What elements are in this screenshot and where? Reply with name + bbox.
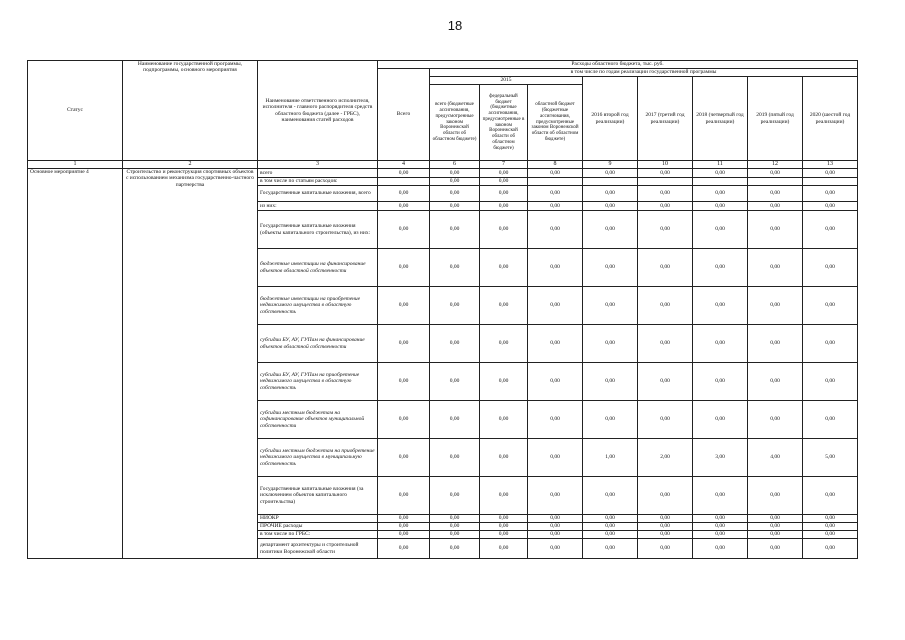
value-cell: 0,00	[693, 523, 748, 531]
header-2015-federal: федеральный бюджет (бюджетные ассигнования, предусмотренные в законом Воронежской области об областном бюджете)	[480, 85, 528, 161]
value-cell: 0,00	[528, 523, 583, 531]
value-cell: 0,00	[638, 523, 693, 531]
value-cell: 0,00	[430, 178, 480, 186]
row-label: Государственные капитальные вложения, всего	[258, 186, 378, 202]
value-cell: 0,00	[693, 186, 748, 202]
row-label: субсидии местным бюджетам на приобретение недвижимого имущества в муниципальную собственность	[258, 439, 378, 477]
value-cell: 1,00	[583, 439, 638, 477]
value-cell: 0,00	[528, 249, 583, 287]
value-cell	[528, 178, 583, 186]
header-2015-total: всего (бюджетные ассигнования, предусмотренные законом Воронежской области об областном бюджете)	[430, 85, 480, 161]
value-cell: 0,00	[803, 515, 858, 523]
row-label: бюджетные инвестиции на приобретение недвижимого имущества в областную собственность	[258, 287, 378, 325]
value-cell: 0,00	[583, 401, 638, 439]
value-cell: 0,00	[430, 169, 480, 178]
value-cell	[748, 178, 803, 186]
value-cell: 0,00	[803, 539, 858, 559]
value-cell: 0,00	[693, 477, 748, 515]
value-cell: 0,00	[480, 515, 528, 523]
row-label: департамент архитектуры и строительной политики Воронежской области	[258, 539, 378, 559]
program-cell: Строительство и реконструкция спортивных объектов с использованием механизма государственно-частного партнерства	[123, 169, 258, 559]
value-cell	[583, 178, 638, 186]
value-cell: 5,00	[803, 439, 858, 477]
column-number: 6	[430, 161, 480, 169]
header-status: Статус	[28, 61, 123, 161]
value-cell: 0,00	[528, 211, 583, 249]
row-label: ПРОЧИЕ расходы	[258, 523, 378, 531]
header-2018: 2018 (четвертый год реализации)	[693, 77, 748, 161]
value-cell: 0,00	[528, 515, 583, 523]
value-cell: 0,00	[803, 186, 858, 202]
value-cell: 0,00	[378, 515, 430, 523]
header-2016: 2016 второй год реализации)	[583, 77, 638, 161]
column-number: 10	[638, 161, 693, 169]
value-cell: 0,00	[638, 249, 693, 287]
value-cell: 0,00	[803, 477, 858, 515]
value-cell: 0,00	[430, 186, 480, 202]
value-cell: 0,00	[528, 539, 583, 559]
value-cell: 0,00	[748, 531, 803, 539]
value-cell: 0,00	[693, 363, 748, 401]
value-cell: 0,00	[583, 211, 638, 249]
value-cell: 0,00	[803, 211, 858, 249]
value-cell: 0,00	[430, 523, 480, 531]
value-cell: 0,00	[638, 202, 693, 211]
budget-table	[27, 60, 858, 559]
value-cell	[803, 178, 858, 186]
value-cell: 0,00	[480, 523, 528, 531]
value-cell: 0,00	[480, 325, 528, 363]
value-cell: 0,00	[748, 169, 803, 178]
value-cell	[638, 178, 693, 186]
header-2017: 2017 (третий год реализации)	[638, 77, 693, 161]
value-cell: 0,00	[748, 325, 803, 363]
row-label: Государственные капитальные вложения (объекты капитального строительства), из них:	[258, 211, 378, 249]
value-cell: 0,00	[528, 186, 583, 202]
value-cell: 0,00	[748, 211, 803, 249]
value-cell: 2,00	[638, 439, 693, 477]
value-cell: 0,00	[480, 439, 528, 477]
value-cell: 0,00	[583, 531, 638, 539]
value-cell: 0,00	[378, 211, 430, 249]
column-number: 9	[583, 161, 638, 169]
value-cell: 0,00	[748, 539, 803, 559]
value-cell: 0,00	[638, 363, 693, 401]
value-cell: 0,00	[430, 287, 480, 325]
value-cell: 0,00	[430, 211, 480, 249]
value-cell: 0,00	[528, 202, 583, 211]
value-cell: 0,00	[430, 439, 480, 477]
value-cell: 0,00	[748, 523, 803, 531]
value-cell: 0,00	[480, 211, 528, 249]
value-cell: 0,00	[748, 401, 803, 439]
value-cell: 0,00	[638, 211, 693, 249]
column-number: 3	[258, 161, 378, 169]
value-cell: 0,00	[638, 325, 693, 363]
value-cell: 3,00	[693, 439, 748, 477]
value-cell: 0,00	[430, 401, 480, 439]
value-cell: 0,00	[480, 178, 528, 186]
column-number: 8	[528, 161, 583, 169]
value-cell: 0,00	[583, 202, 638, 211]
value-cell	[378, 178, 430, 186]
value-cell: 0,00	[430, 202, 480, 211]
value-cell: 0,00	[480, 186, 528, 202]
value-cell	[693, 178, 748, 186]
column-number: 12	[748, 161, 803, 169]
value-cell: 0,00	[693, 325, 748, 363]
value-cell: 0,00	[803, 363, 858, 401]
value-cell: 0,00	[693, 287, 748, 325]
value-cell: 0,00	[803, 202, 858, 211]
header-gr-bs: Наименование ответственного исполнителя, исполнителя - главного распорядителя средств областного бюджета (далее - ГРБС), наименования статей расходов	[258, 61, 378, 161]
value-cell: 0,00	[378, 363, 430, 401]
value-cell: 0,00	[480, 287, 528, 325]
header-2015: 2015	[430, 77, 583, 85]
value-cell: 0,00	[378, 401, 430, 439]
value-cell: 0,00	[803, 531, 858, 539]
value-cell: 0,00	[583, 325, 638, 363]
value-cell: 0,00	[480, 531, 528, 539]
header-total: Всего	[378, 69, 430, 161]
table-body	[28, 169, 858, 559]
header-by-years: в том числе по годам реализации государственной программы	[430, 69, 858, 77]
table-row	[28, 169, 858, 178]
value-cell: 0,00	[528, 363, 583, 401]
value-cell: 0,00	[583, 515, 638, 523]
value-cell: 0,00	[430, 477, 480, 515]
value-cell: 0,00	[748, 249, 803, 287]
value-cell: 0,00	[480, 363, 528, 401]
value-cell: 0,00	[693, 249, 748, 287]
value-cell: 0,00	[693, 169, 748, 178]
column-number: 2	[123, 161, 258, 169]
row-label: в том числе по ГРБС:	[258, 531, 378, 539]
value-cell: 0,00	[378, 439, 430, 477]
value-cell: 0,00	[638, 186, 693, 202]
value-cell: 0,00	[528, 287, 583, 325]
value-cell: 0,00	[528, 325, 583, 363]
row-label: субсидии БУ, АУ, ГУПам на приобретение недвижимого имущества в областную собственность	[258, 363, 378, 401]
value-cell: 0,00	[430, 539, 480, 559]
value-cell: 0,00	[803, 401, 858, 439]
value-cell: 0,00	[638, 531, 693, 539]
value-cell: 0,00	[528, 477, 583, 515]
value-cell: 0,00	[693, 211, 748, 249]
value-cell: 0,00	[430, 515, 480, 523]
value-cell: 0,00	[693, 515, 748, 523]
value-cell: 0,00	[528, 169, 583, 178]
value-cell: 0,00	[528, 401, 583, 439]
value-cell: 0,00	[378, 531, 430, 539]
value-cell: 0,00	[748, 202, 803, 211]
value-cell: 0,00	[803, 249, 858, 287]
value-cell: 0,00	[583, 186, 638, 202]
header-2015-regional: областной бюджет (бюджетные ассигнования, предусмотренные законом Воронежской области об областном бюджете)	[528, 85, 583, 161]
row-label: субсидии БУ, АУ, ГУПам на финансирование объектов областной собственности	[258, 325, 378, 363]
header-2020: 2020 (шестой год реализации)	[803, 77, 858, 161]
value-cell: 0,00	[480, 401, 528, 439]
header-expenses: Расходы областного бюджета, тыс. руб.	[378, 61, 858, 69]
value-cell: 0,00	[638, 477, 693, 515]
value-cell: 4,00	[748, 439, 803, 477]
value-cell: 0,00	[378, 249, 430, 287]
value-cell: 0,00	[480, 477, 528, 515]
value-cell: 0,00	[378, 523, 430, 531]
value-cell: 0,00	[480, 169, 528, 178]
value-cell: 0,00	[748, 287, 803, 325]
value-cell: 0,00	[430, 249, 480, 287]
value-cell: 0,00	[583, 363, 638, 401]
value-cell: 0,00	[638, 169, 693, 178]
value-cell: 0,00	[693, 531, 748, 539]
status-cell: Основное мероприятие 4	[28, 169, 123, 559]
column-number: 1	[28, 161, 123, 169]
value-cell: 0,00	[748, 363, 803, 401]
column-number: 4	[378, 161, 430, 169]
header-program-name: Наименование государственной программы, подпрограммы, основного мероприятия	[123, 61, 258, 161]
value-cell: 0,00	[430, 363, 480, 401]
value-cell: 0,00	[803, 523, 858, 531]
row-label: НИОКР	[258, 515, 378, 523]
value-cell: 0,00	[583, 539, 638, 559]
value-cell: 0,00	[583, 169, 638, 178]
value-cell: 0,00	[430, 531, 480, 539]
value-cell: 0,00	[378, 169, 430, 178]
value-cell: 0,00	[378, 325, 430, 363]
page-number: 18	[447, 18, 463, 33]
row-label: всего	[258, 169, 378, 178]
value-cell: 0,00	[638, 515, 693, 523]
value-cell: 0,00	[378, 477, 430, 515]
column-number: 13	[803, 161, 858, 169]
value-cell: 0,00	[378, 539, 430, 559]
value-cell: 0,00	[803, 325, 858, 363]
value-cell: 0,00	[528, 531, 583, 539]
value-cell: 0,00	[693, 202, 748, 211]
value-cell: 0,00	[693, 401, 748, 439]
value-cell: 0,00	[480, 202, 528, 211]
value-cell: 0,00	[378, 287, 430, 325]
value-cell: 0,00	[638, 287, 693, 325]
row-label: бюджетные инвестиции на финансирование объектов областной собственности	[258, 249, 378, 287]
row-label: Государственные капитальные вложения (за исключением объектов капитального строительства)	[258, 477, 378, 515]
value-cell: 0,00	[803, 169, 858, 178]
value-cell: 0,00	[803, 287, 858, 325]
value-cell: 0,00	[638, 539, 693, 559]
value-cell: 0,00	[748, 515, 803, 523]
column-number: 7	[480, 161, 528, 169]
value-cell: 0,00	[480, 249, 528, 287]
value-cell: 0,00	[480, 539, 528, 559]
value-cell: 0,00	[638, 401, 693, 439]
value-cell: 0,00	[583, 287, 638, 325]
value-cell: 0,00	[583, 523, 638, 531]
value-cell: 0,00	[693, 539, 748, 559]
value-cell: 0,00	[748, 186, 803, 202]
value-cell: 0,00	[528, 439, 583, 477]
value-cell: 0,00	[378, 186, 430, 202]
value-cell: 0,00	[583, 249, 638, 287]
value-cell: 0,00	[430, 325, 480, 363]
value-cell: 0,00	[583, 477, 638, 515]
row-label: из них:	[258, 202, 378, 211]
column-number: 11	[693, 161, 748, 169]
value-cell: 0,00	[748, 477, 803, 515]
header-2019: 2019 (пятый год реализации)	[748, 77, 803, 161]
value-cell: 0,00	[378, 202, 430, 211]
row-label: в том числе по статьям расходов:	[258, 178, 378, 186]
row-label: субсидии местным бюджетам на софинансирование объектов муниципальной собственности	[258, 401, 378, 439]
